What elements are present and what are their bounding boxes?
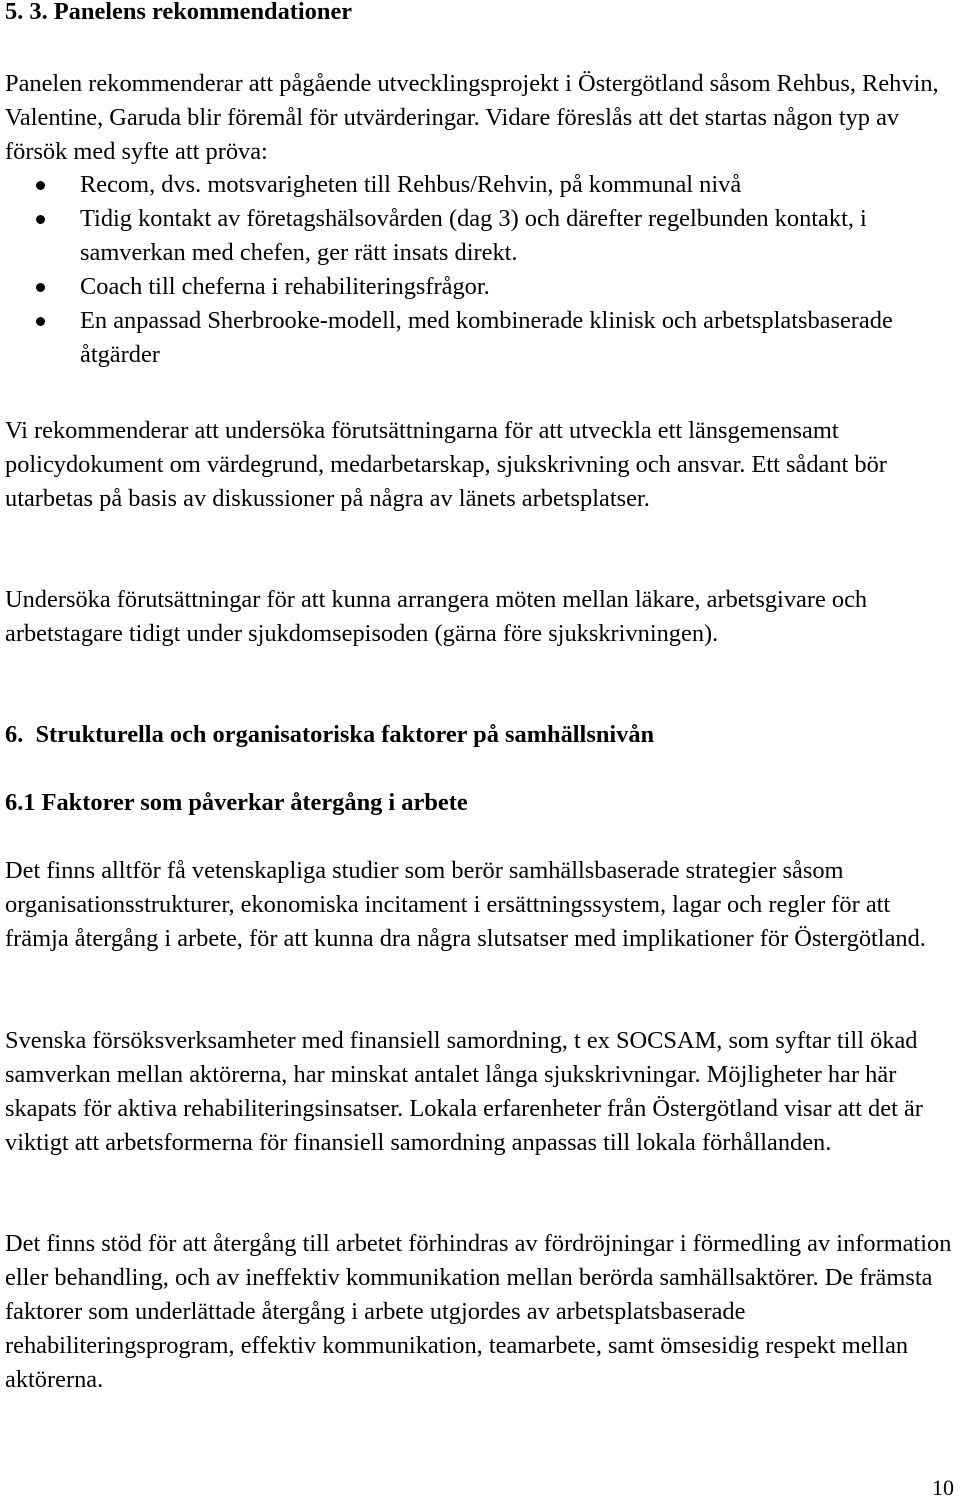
bullet-icon — [36, 283, 45, 292]
page-number: 10 — [932, 1475, 954, 1500]
bullet-icon — [36, 215, 45, 224]
bullet-icon — [36, 317, 45, 326]
return-to-work-paragraph: Det finns stöd för att återgång till arbetet förhindras av fördröjningar i förmedling av information eller behandling, och av ineffektiv kommunikation mellan berörda samhällsaktörer. De främsta faktorer som underlättade återgång i arbete utgjordes av arbetsplatsbaserade rehabiliteringsprogram, effektiv kommunikation, teamarbete, samt ömsesidig respekt mellan aktörerna. — [5, 1230, 952, 1393]
socsam-paragraph: Svenska försöksverksamheter med finansiell samordning, t ex SOCSAM, som syftar till ökad samverkan mellan aktörerna, har minskat antalet långa sjukskrivningar. Möjligheter har här skapats för aktiva rehabiliteringsinsatser. Lokala erfarenheter från Östergötland visar att det är viktigt att arbetsformerna för finansiell samordning anpassas till lokala förhållanden. — [5, 1027, 923, 1156]
studies-paragraph: Det finns alltför få vetenskapliga studier som berör samhällsbaserade strategier såsom organisationsstrukturer, ekonomiska incitament i ersättningssystem, lagar och regler för att främja återgång i arbete, för att kunna dra några slutsatser med implikationer för Östergötland. — [5, 857, 926, 952]
section-heading-5-3: 5. 3. Panelens rekommendationer — [5, 0, 353, 25]
bullet-icon — [36, 181, 45, 190]
subsection-heading-6-1: 6.1 Faktorer som påverkar återgång i arbete — [5, 789, 468, 816]
list-item-text: Recom, dvs. motsvarigheten till Rehbus/Rehvin, på kommunal nivå — [80, 171, 742, 198]
list-item-text: Tidig kontakt av företagshälsovården (dag 3) och därefter regelbunden kontakt, i samverkan med chefen, ger rätt insats direkt. — [80, 205, 867, 266]
list-item — [5, 202, 950, 270]
intro-paragraph: Panelen rekommenderar att pågående utvecklingsprojekt i Östergötland såsom Rehbus, Rehvin, Valentine, Garuda blir föremål för utvärderingar. Vidare föreslås att det startas någon typ av försök med syfte att pröva: — [5, 70, 939, 165]
list-item — [5, 270, 950, 304]
recommendation-bullet-list — [5, 168, 950, 372]
list-item — [5, 168, 950, 202]
list-item-text: En anpassad Sherbrooke-modell, med kombinerade klinisk och arbetsplatsbaserade åtgärder — [80, 307, 893, 368]
investigate-paragraph: Undersöka förutsättningar för att kunna arrangera möten mellan läkare, arbetsgivare och arbetstagare tidigt under sjukdomsepisoden (gärna före sjukskrivningen). — [5, 586, 868, 647]
list-item-text: Coach till cheferna i rehabiliteringsfrågor. — [80, 273, 490, 300]
section-heading-6: 6. Strukturella och organisatoriska faktorer på samhällsnivån — [5, 721, 655, 748]
recommendation-paragraph: Vi rekommenderar att undersöka förutsättningarna för att utveckla ett länsgemensamt policydokument om värdegrund, medarbetarskap, sjukskrivning och ansvar. Ett sådant bör utarbetas på basis av diskussioner på några av länets arbetsplatser. — [5, 417, 887, 512]
list-item — [5, 304, 950, 372]
